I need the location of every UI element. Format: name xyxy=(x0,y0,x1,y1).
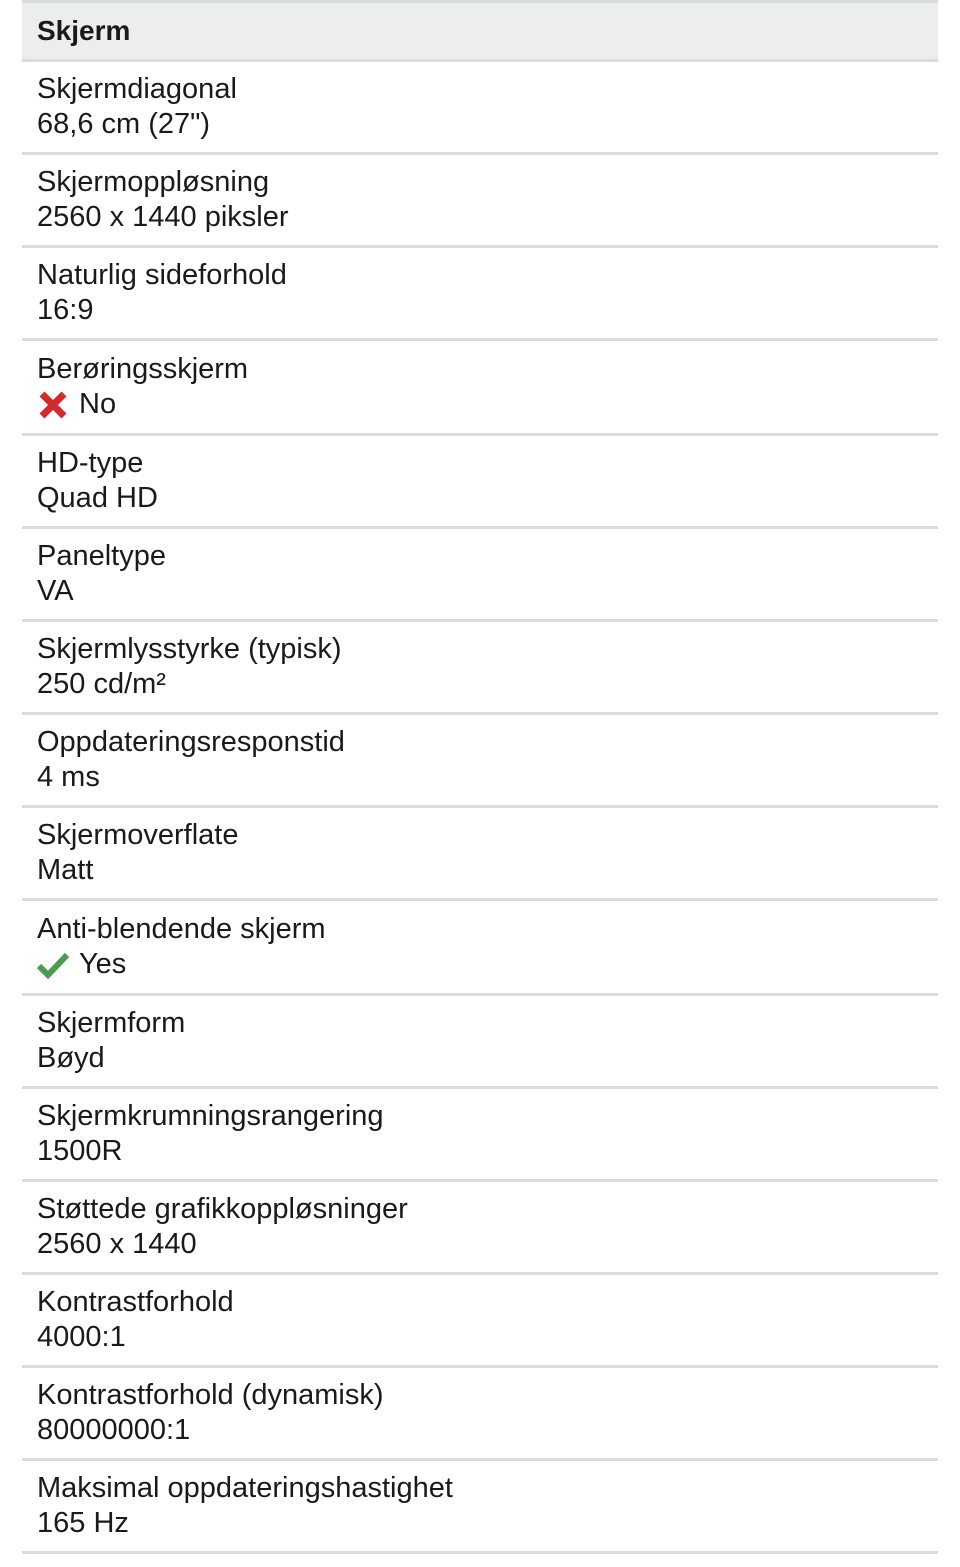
spec-row-skjermdiagonal xyxy=(22,62,938,152)
spec-label: Kontrastforhold (dynamisk) xyxy=(37,1379,384,1411)
section-title: Skjerm xyxy=(37,15,131,46)
section-header xyxy=(22,3,938,59)
spec-label: Skjermoppløsning xyxy=(37,166,270,198)
spec-row-hd-type xyxy=(22,436,938,526)
spec-row-lysstyrke xyxy=(22,622,938,712)
spec-label: Kontrastforhold xyxy=(37,1286,234,1318)
spec-row-kontrastforhold-dynamisk xyxy=(22,1368,938,1458)
spec-label: Skjermlysstyrke (typisk) xyxy=(37,633,342,665)
spec-value xyxy=(37,387,938,422)
spec-label: Støttede grafikkoppløsninger xyxy=(37,1193,408,1225)
spec-value: Matt xyxy=(37,854,94,886)
spec-label: Anti-blendende skjerm xyxy=(37,913,326,945)
spec-value-text: Yes xyxy=(79,948,127,980)
spec-row-skjermoverflate xyxy=(22,808,938,898)
spec-value: 2560 x 1440 xyxy=(37,1228,197,1260)
spec-value: 165 Hz xyxy=(37,1507,129,1539)
spec-value: 16:9 xyxy=(37,294,94,326)
spec-row-kontrastforhold xyxy=(22,1275,938,1365)
spec-value: Bøyd xyxy=(37,1042,105,1074)
spec-value-text: No xyxy=(79,388,117,420)
spec-row-krumning xyxy=(22,1089,938,1179)
spec-row-skjermopplosning xyxy=(22,155,938,245)
spec-value: 80000000:1 xyxy=(37,1414,191,1446)
spec-row-sideforhold xyxy=(22,248,938,338)
spec-value: 1500R xyxy=(37,1135,123,1167)
spec-label: Skjermoverflate xyxy=(37,819,239,851)
spec-value: 68,6 cm (27") xyxy=(37,108,211,140)
spec-row-beroringsskjerm xyxy=(22,341,938,433)
spec-label: Paneltype xyxy=(37,540,166,572)
spec-value: 4 ms xyxy=(37,761,100,793)
spec-label: Skjermkrumningsrangering xyxy=(37,1100,384,1132)
spec-row-paneltype xyxy=(22,529,938,619)
spec-label: Naturlig sideforhold xyxy=(37,259,287,291)
spec-value: 2560 x 1440 piksler xyxy=(37,201,289,233)
spec-row-skjermform xyxy=(22,996,938,1086)
spec-row-anti-blendende xyxy=(22,901,938,993)
spec-value: Quad HD xyxy=(37,482,158,514)
spec-value: 250 cd/m² xyxy=(37,668,166,700)
cross-icon xyxy=(37,389,69,421)
spec-label: Berøringsskjerm xyxy=(37,353,249,385)
spec-label: HD-type xyxy=(37,447,144,479)
check-icon xyxy=(37,949,69,981)
spec-table xyxy=(22,0,938,1554)
spec-value: 4000:1 xyxy=(37,1321,126,1353)
spec-label: Skjermdiagonal xyxy=(37,73,237,105)
divider xyxy=(22,1551,938,1554)
spec-row-responstid xyxy=(22,715,938,805)
spec-label: Maksimal oppdateringshastighet xyxy=(37,1472,453,1504)
spec-label: Skjermform xyxy=(37,1007,186,1039)
spec-value: VA xyxy=(37,575,74,607)
spec-label: Oppdateringsresponstid xyxy=(37,726,345,758)
spec-row-oppdateringshastighet xyxy=(22,1461,938,1551)
spec-row-grafikkopplosninger xyxy=(22,1182,938,1272)
spec-value xyxy=(37,947,938,982)
